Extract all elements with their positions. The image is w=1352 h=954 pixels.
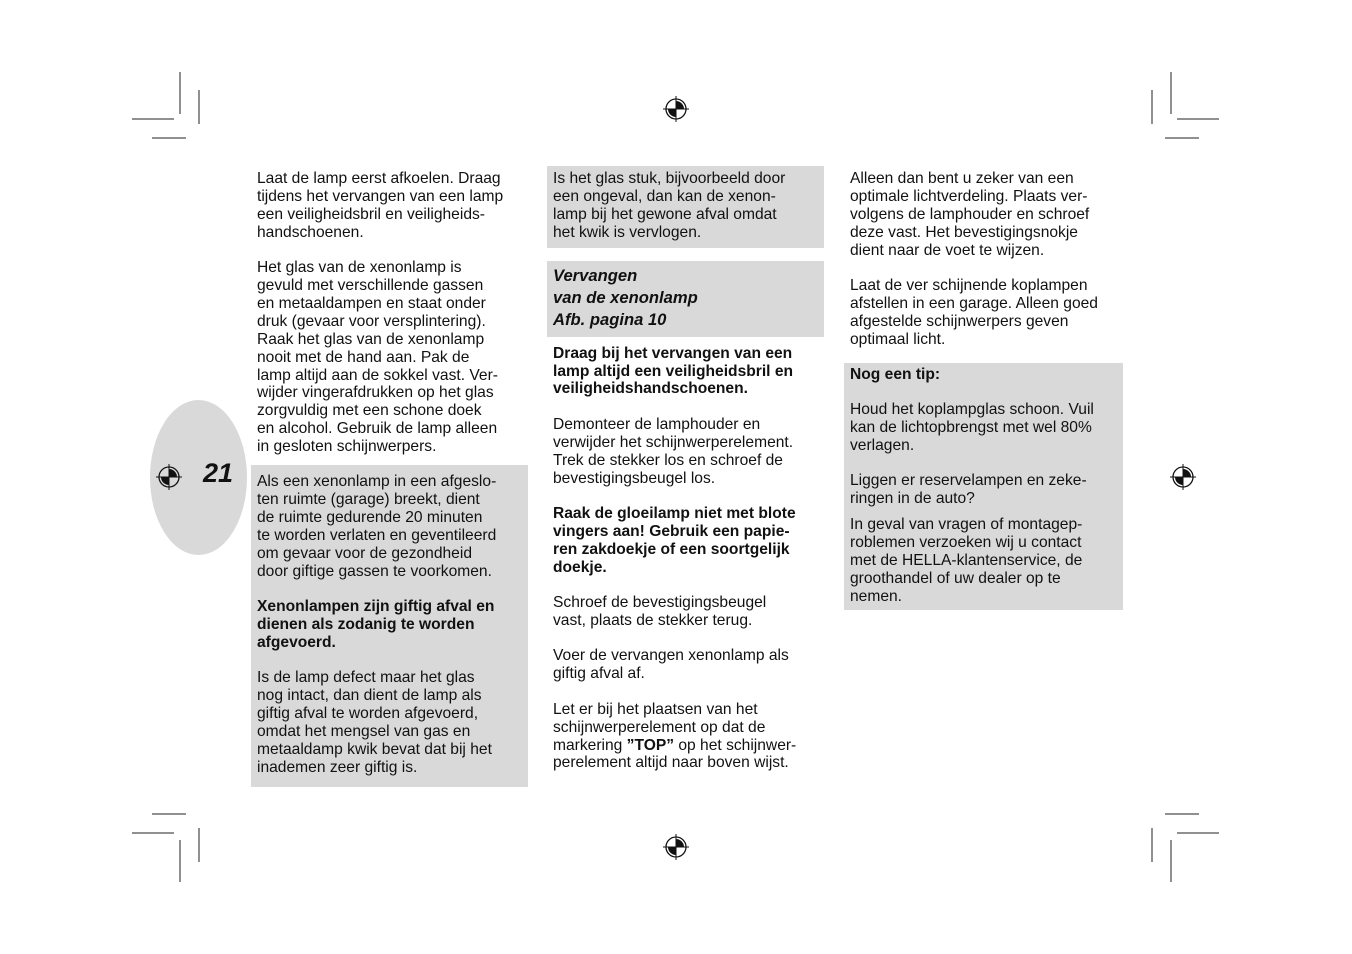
paragraph: Laat de ver schijnende koplampen afstellen in een garage. Alleen goed afgestelde schijnwerpers geven optimaal licht. [850,277,1098,348]
registration-mark-left [155,463,183,491]
column-1 [251,170,528,787]
column-2 [547,166,824,772]
column-3 [844,170,1123,610]
text-run: op het schijnwer- perelement altijd naar boven wijst. [553,736,797,772]
paragraph: In geval van vragen of montagep- roblemen verzoeken wij u contact met de HELLA-klantenservice, de groothandel of uw dealer op te nemen. [850,516,1083,605]
paragraph [553,701,818,773]
tip-title: Nog een tip: [850,365,941,383]
page-number: 21 [203,458,234,488]
paragraph-bold: Raak de gloeilamp niet met blote vingers aan! Gebruik een papie- ren zakdoekje of een soortgelijk doekje. [553,504,796,576]
paragraph: Laat de lamp eerst afkoelen. Draag tijdens het vervangen van een lamp een veiligheidsbril en veiligheids- handschoenen. [257,170,504,241]
warning-box [251,465,528,787]
registration-mark-top [662,95,690,123]
paragraph-bold: Xenonlampen zijn giftig afval en dienen als zodanig te worden afgevoerd. [257,598,495,651]
paragraph: Als een xenonlamp in een afgeslo- ten ruimte (garage) breekt, dient de ruimte gedurende 20 minuten te worden verlaten en geventileerd om gevaar voor de gezondheid door giftige gassen te voorkomen. [257,473,497,580]
section-heading-box [547,261,824,337]
paragraph: Schroef de bevestigingsbeugel vast, plaats de stekker terug. [553,594,767,629]
paragraph: Is de lamp defect maar het glas nog intact, dan dient de lamp als giftig afval te worden afgevoerd, omdat het mengsel van gas en metaaldamp kwik bevat dat bij het inademen zeer giftig is. [257,669,492,776]
tip-box [844,363,1123,610]
info-box [547,166,824,248]
top-marking-text: ”TOP” [626,736,675,754]
paragraph: Alleen dan bent u zeker van een optimale lichtverdeling. Plaats ver- volgens de lamphouder en schroef deze vast. Het bevestigingsnokje dient naar de voet te wijzen. [850,170,1090,259]
paragraph: Het glas van de xenonlamp is gevuld met verschillende gassen en metaaldampen en staat onder druk (gevaar voor versplintering). Raak het glas van de xenonlamp nooit met de hand aan. Pak de lamp altijd aan de sokkel vast. Ver- wijder vingerafdrukken op het glas zorgvuldig met een schone doek en alcohol. Gebruik de lamp alleen in gesloten schijnwerpers. [257,259,498,456]
registration-mark-right [1169,463,1197,491]
registration-mark-bottom [662,833,690,861]
section-heading: Vervangen van de xenonlamp Afb. pagina 10 [553,265,698,329]
paragraph-bold: Draag bij het vervangen van een lamp altijd een veiligheidsbril en veiligheidshandschoenen. [553,344,794,398]
text-run: Let er bij het plaatsen van het schijnwerperelement op dat de markering [553,700,766,754]
paragraph: Demonteer de lamphouder en verwijder het schijnwerperelement. Trek de stekker los en schroef de bevestigingsbeugel los. [553,415,794,487]
paragraph: Houd het koplampglas schoon. Vuil kan de lichtopbrengst met wel 80% verlagen. [850,401,1094,454]
paragraph: Is het glas stuk, bijvoorbeeld door een ongeval, dan kan de xenon- lamp bij het gewone afval omdat het kwik is vervlogen. [553,170,786,241]
paragraph: Voer de vervangen xenonlamp als giftig afval af. [553,647,789,683]
paragraph: Liggen er reservelampen en zeke- ringen in de auto? [850,472,1087,508]
